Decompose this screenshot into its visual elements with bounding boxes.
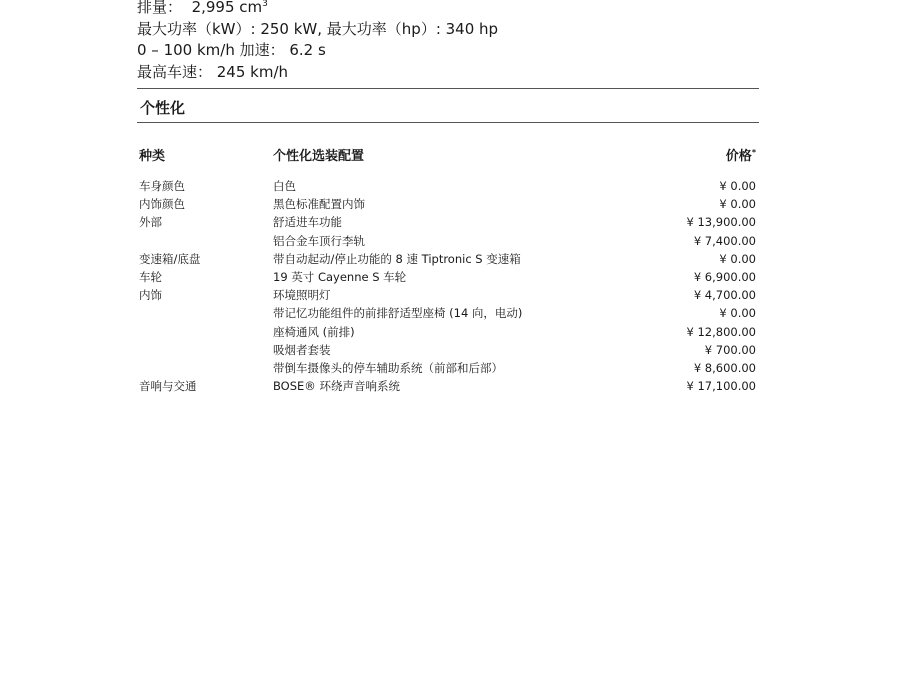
row-price: ¥ 12,800.00 bbox=[686, 324, 756, 339]
table-row bbox=[139, 341, 756, 359]
row-price: ¥ 17,100.00 bbox=[686, 379, 756, 394]
row-category: 内饰颜色 bbox=[139, 197, 185, 212]
row-category: 音响与交通 bbox=[139, 379, 197, 394]
row-option: 带倒车摄像头的停车辅助系统（前部和后部） bbox=[273, 360, 503, 375]
table-row bbox=[139, 359, 756, 377]
row-option: 19 英寸 Cayenne S 车轮 bbox=[273, 269, 407, 284]
row-option: 吸烟者套装 bbox=[273, 342, 331, 357]
row-price: ¥ 13,900.00 bbox=[686, 215, 756, 230]
row-option: 带自动起动/停止功能的 8 速 Tiptronic S 变速箱 bbox=[273, 251, 521, 266]
section-divider-top bbox=[137, 88, 759, 89]
row-option: 白色 bbox=[273, 179, 296, 193]
row-price: ¥ 700.00 bbox=[704, 342, 756, 357]
row-option: BOSE® 环绕声音响系统 bbox=[273, 379, 400, 394]
row-category: 车轮 bbox=[139, 269, 162, 284]
row-price: ¥ 6,900.00 bbox=[693, 269, 756, 284]
table-row bbox=[139, 213, 756, 231]
table-row bbox=[139, 304, 756, 322]
row-option: 座椅通风 (前排) bbox=[273, 324, 355, 339]
displacement-line bbox=[137, 0, 777, 19]
acceleration-line: 0 – 100 km/h 加速： 6.2 s bbox=[137, 41, 326, 59]
section-divider-bottom bbox=[137, 122, 759, 123]
table-row bbox=[139, 250, 756, 268]
row-category: 车身颜色 bbox=[139, 179, 185, 193]
row-option: 环境照明灯 bbox=[273, 288, 331, 303]
table-row bbox=[139, 195, 756, 213]
row-option: 铝合金车顶行李轨 bbox=[273, 233, 365, 248]
power-line: 最大功率（kW）: 250 kW, 最大功率（hp）: 340 hp bbox=[137, 19, 499, 38]
displacement-unit-superscript: 3 bbox=[262, 0, 268, 9]
row-price: ¥ 0.00 bbox=[719, 197, 756, 212]
header-category: 种类 bbox=[139, 149, 166, 164]
top-speed-line: 最高车速： 245 km/h bbox=[137, 62, 289, 81]
table-row bbox=[139, 377, 756, 395]
row-category: 内饰 bbox=[139, 288, 162, 303]
table-row bbox=[139, 177, 756, 195]
row-option: 黑色标准配置内饰 bbox=[273, 197, 365, 212]
displacement-value: 2,995 cm bbox=[191, 0, 263, 16]
table-row bbox=[139, 268, 756, 286]
options-table bbox=[139, 145, 756, 395]
table-row bbox=[139, 232, 756, 250]
header-price-mark: * bbox=[751, 148, 756, 157]
header-price-label: 价格 bbox=[725, 149, 752, 164]
row-price: ¥ 8,600.00 bbox=[693, 360, 756, 375]
displacement-label: 排量： bbox=[137, 0, 183, 16]
row-price: ¥ 0.00 bbox=[719, 251, 756, 266]
row-option: 带记忆功能组件的前排舒适型座椅 (14 向，电动) bbox=[273, 306, 523, 321]
engine-specs bbox=[137, 0, 777, 83]
row-category: 变速箱/底盘 bbox=[139, 251, 201, 266]
table-row bbox=[139, 286, 756, 304]
table-row bbox=[139, 323, 756, 341]
table-header bbox=[139, 145, 756, 175]
row-category: 外部 bbox=[139, 215, 162, 230]
row-price: ¥ 4,700.00 bbox=[693, 288, 756, 303]
row-price: ¥ 0.00 bbox=[719, 179, 756, 193]
header-option: 个性化选装配置 bbox=[273, 149, 365, 164]
header-price bbox=[726, 145, 756, 164]
section-title: 个性化 bbox=[140, 99, 186, 117]
row-price: ¥ 7,400.00 bbox=[693, 233, 756, 248]
row-price: ¥ 0.00 bbox=[719, 306, 756, 321]
row-option: 舒适进车功能 bbox=[273, 215, 342, 230]
table-body bbox=[139, 177, 756, 395]
